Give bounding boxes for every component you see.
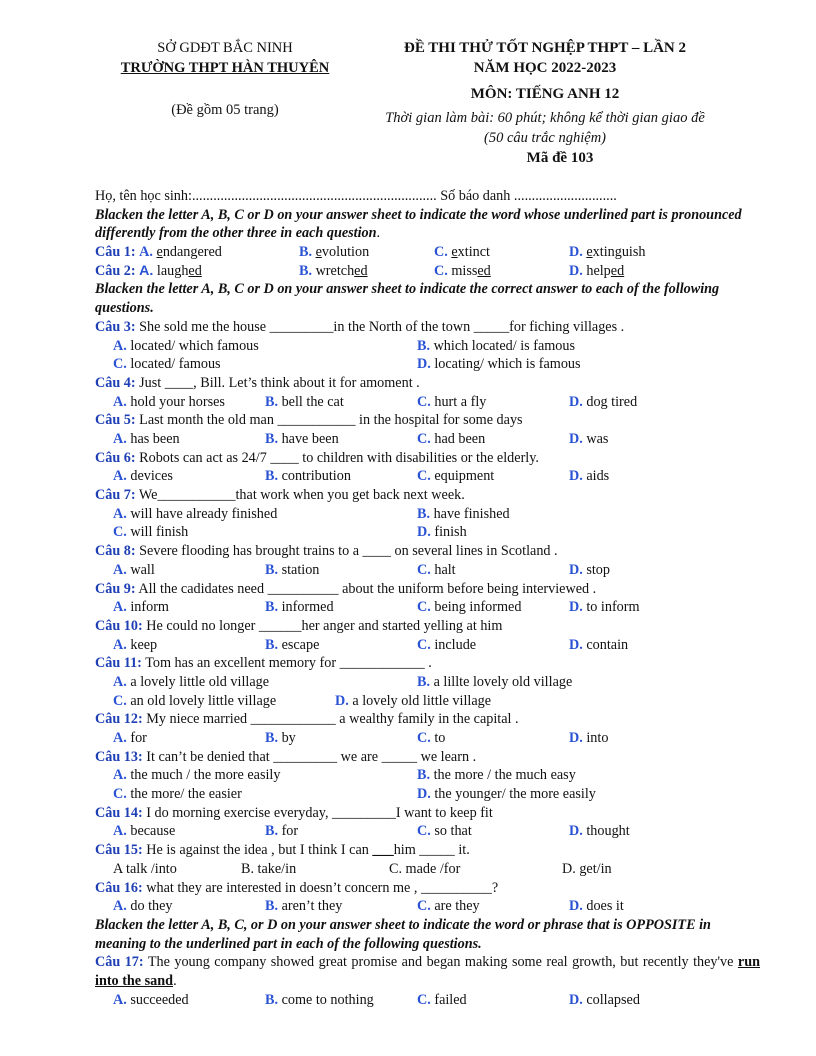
question-3-options-row2	[95, 355, 760, 374]
option-b[interactable]	[265, 822, 298, 841]
question-11	[95, 654, 760, 673]
option-a[interactable]	[113, 337, 259, 356]
underlined-part: e	[315, 244, 322, 261]
option-label[interactable]: B.	[417, 337, 431, 354]
option-text: laugh	[156, 262, 189, 279]
option-a[interactable]	[113, 673, 269, 692]
underlined-part: ed	[477, 262, 491, 279]
option-d[interactable]	[569, 822, 630, 841]
option-text: to	[434, 730, 446, 746]
option-label[interactable]: B.	[265, 561, 279, 578]
option-label[interactable]: B.	[417, 767, 431, 784]
question-number: Câu 17:	[95, 954, 144, 971]
question-14	[95, 804, 760, 823]
question-10	[95, 617, 760, 636]
question-6-options	[95, 467, 760, 486]
header-left	[80, 38, 370, 120]
option-label[interactable]: D.	[569, 393, 583, 410]
question-number: Câu 8:	[95, 543, 136, 560]
question-stem: He could no longer ______her anger and started yelling at him	[142, 617, 503, 634]
question-17	[95, 953, 760, 990]
option-c[interactable]	[113, 523, 188, 542]
option-b[interactable]	[265, 430, 339, 449]
option-c[interactable]	[417, 897, 480, 916]
option-a[interactable]	[113, 430, 180, 449]
question-17-options	[95, 991, 760, 1010]
option-text: include	[434, 636, 477, 653]
student-name-field[interactable]: .....................................................................	[191, 188, 437, 204]
option-label[interactable]: A.	[113, 505, 127, 522]
option-label[interactable]: C.	[417, 561, 431, 578]
option-text: had been	[434, 431, 486, 447]
option-text: devices	[130, 468, 173, 485]
option-text: help	[586, 262, 611, 279]
question-stem: She sold me the house _________in the North of the town _____for fiching villages .	[135, 318, 625, 335]
option-text: escape	[281, 636, 320, 653]
question-number: Câu 6:	[95, 449, 136, 466]
option-c[interactable]	[417, 561, 456, 580]
option-a[interactable]	[113, 897, 173, 916]
option-d[interactable]	[569, 393, 637, 412]
option-text: dog tired	[586, 393, 638, 410]
underlined-part: ed	[188, 262, 202, 279]
option-label[interactable]: A.	[113, 991, 127, 1008]
question-4	[95, 374, 760, 393]
question-16	[95, 879, 760, 898]
option-text: will have already finished	[130, 505, 278, 522]
option-d[interactable]	[569, 467, 609, 486]
option-text: a lovely little old village	[130, 673, 270, 690]
question-number: Câu 14:	[95, 804, 143, 821]
option-text: informed	[281, 599, 334, 616]
option-label[interactable]: B.	[265, 599, 279, 616]
option-a[interactable]	[113, 729, 147, 748]
underlined-part: e	[451, 244, 458, 261]
option-text: the much / the more easily	[130, 767, 281, 784]
question-stem: All the cadidates need __________ about the uniform before being interviewed .	[135, 580, 597, 597]
option-text: which located/ is famous	[433, 337, 576, 354]
question-3	[95, 318, 760, 337]
option-label[interactable]: C.	[417, 991, 431, 1008]
option-c[interactable]	[113, 355, 221, 374]
question-stem: My niece married ____________ a wealthy family in the capital .	[142, 711, 519, 728]
question-stem: It can’t be denied that _________ we are _____ we learn .	[142, 748, 477, 765]
option-text: for	[281, 823, 299, 840]
option-d[interactable]	[417, 355, 581, 374]
option-text: wall	[130, 561, 155, 578]
option-text: by	[281, 730, 296, 746]
option-a[interactable]	[113, 561, 155, 580]
option-a[interactable]	[113, 766, 280, 785]
option-d[interactable]	[417, 785, 596, 804]
school-name: TRƯỜNG THPT HÀN THUYÊN	[120, 60, 330, 76]
option-label[interactable]: D.	[569, 823, 583, 840]
option-text: hurt a fly	[434, 393, 487, 410]
option-text: collapsed	[586, 991, 640, 1008]
underlined-part: e	[156, 244, 163, 261]
option-text: does it	[586, 898, 624, 915]
question-number: Câu 1:	[95, 244, 136, 261]
option-text: xtinct	[457, 244, 490, 261]
option-text: miss	[451, 262, 478, 279]
question-7-options-row1	[95, 505, 760, 524]
department-name: SỞ GDĐT BẮC NINH	[157, 40, 293, 56]
option-b[interactable]	[265, 729, 296, 748]
option-label[interactable]: D.	[335, 692, 349, 709]
option-b[interactable]	[265, 393, 344, 412]
option-text: will finish	[130, 524, 189, 541]
option-label[interactable]: D.	[569, 599, 583, 616]
question-stem: Just ____, Bill. Let’s think about it for amoment .	[135, 374, 420, 391]
option-label[interactable]: A.	[113, 730, 127, 746]
option-text: halt	[434, 561, 456, 578]
option-text: come to nothing	[281, 991, 374, 1008]
page-count: (Đề gồm 05 trang)	[171, 102, 279, 118]
option-text: has been	[130, 431, 180, 447]
option-a[interactable]	[113, 393, 225, 412]
option-d[interactable]	[569, 729, 608, 748]
option-label[interactable]: A.	[113, 636, 127, 653]
question-stem: He is against the idea , but I think I can	[142, 842, 373, 859]
underlined-phrase: run into the sand	[95, 954, 760, 989]
option-d[interactable]	[569, 991, 640, 1010]
question-number: Câu 15:	[95, 842, 143, 859]
option-c[interactable]	[113, 785, 242, 804]
question-16-options	[95, 897, 760, 916]
question-number: Câu 13:	[95, 748, 143, 765]
option-label[interactable]: B.	[299, 244, 313, 261]
underlined-part: ed	[610, 262, 625, 279]
option-c[interactable]	[113, 692, 276, 711]
student-info-line	[95, 187, 760, 206]
question-number: Câu 5:	[95, 412, 136, 429]
option-c[interactable]	[417, 430, 485, 449]
option-b[interactable]	[417, 505, 510, 524]
option-label[interactable]: D.	[569, 898, 583, 915]
option-label[interactable]: C.	[417, 636, 431, 653]
question-9-options	[95, 598, 760, 617]
question-number: Câu 9:	[95, 580, 136, 597]
question-4-options	[95, 393, 760, 412]
instruction-correct-answer: Blacken the letter A, B, C or D on your answer sheet to indicate the correct answer to each of the following questions.	[95, 281, 720, 317]
option-text: into	[586, 730, 609, 746]
option-label[interactable]: D.	[569, 468, 583, 485]
question-5-options	[95, 430, 760, 449]
question-stem-end: .	[173, 972, 177, 989]
option-text: have finished	[433, 505, 510, 522]
option-b[interactable]	[265, 467, 351, 486]
option-label[interactable]: A.	[113, 823, 127, 840]
option-d[interactable]	[569, 561, 610, 580]
instruction-opposite: Blacken the letter A, B, C, or D on your answer sheet to indicate the word or phrase that is OPPOSITE in meaning to the underlined part in each of the following questions.	[95, 916, 711, 952]
question-7-options-row2	[95, 523, 760, 542]
student-id-field[interactable]: .............................	[513, 188, 617, 204]
question-7	[95, 486, 760, 505]
option-b[interactable]	[265, 897, 342, 916]
answer-blank[interactable]: ___	[372, 842, 394, 859]
option-label[interactable]: A.	[113, 898, 127, 915]
option-label[interactable]: A.	[113, 393, 127, 410]
option-text: are they	[434, 898, 480, 915]
question-3-options-row1	[95, 337, 760, 356]
option-text: a lillte lovely old village	[433, 673, 573, 690]
option-a[interactable]	[113, 991, 189, 1010]
question-13-options-row1	[95, 766, 760, 785]
question-stem-end: him _____ it.	[393, 842, 470, 859]
option-label[interactable]: A.	[113, 767, 127, 784]
question-11-options-row1	[95, 673, 760, 692]
option-label[interactable]: A.	[139, 244, 153, 261]
option-d[interactable]	[335, 692, 491, 711]
option-text: xtinguish	[592, 244, 646, 261]
option-d[interactable]: D. get/in	[562, 860, 612, 877]
option-d[interactable]	[417, 523, 467, 542]
option-label[interactable]: B.	[265, 823, 279, 840]
option-text: thought	[586, 823, 630, 840]
question-stem: what they are interested in doesn’t concern me , __________?	[142, 879, 499, 896]
question-number: Câu 10:	[95, 617, 143, 634]
option-label[interactable]: C.	[417, 898, 431, 915]
option-text: finish	[434, 524, 467, 541]
option-label[interactable]: B.	[417, 505, 431, 522]
option-text: located/ which famous	[130, 337, 259, 354]
option-text: hold your horses	[130, 393, 225, 410]
option-c[interactable]: C. made /for	[389, 860, 461, 877]
question-1	[95, 243, 760, 262]
question-13-options-row2	[95, 785, 760, 804]
option-label[interactable]: D.	[569, 431, 583, 447]
question-8-options	[95, 561, 760, 580]
question-9	[95, 580, 760, 599]
option-label[interactable]: B.	[417, 673, 431, 690]
option-label[interactable]: A.	[113, 431, 127, 447]
option-text: bell the cat	[281, 393, 344, 410]
option-text: locating/ which is famous	[434, 356, 581, 373]
option-label[interactable]: C.	[417, 431, 431, 447]
option-text: ndangered	[162, 244, 222, 261]
option-label[interactable]: C.	[417, 468, 431, 485]
question-stem: We___________that work when you get back next week.	[135, 487, 465, 504]
question-stem: Robots can act as 24/7 ____ to children with disabilities or the elderly.	[135, 449, 539, 466]
option-label[interactable]: B.	[299, 262, 313, 279]
option-label[interactable]: B.	[265, 636, 279, 653]
option-a[interactable]	[113, 636, 157, 655]
option-text: have been	[281, 431, 339, 447]
option-label[interactable]: C.	[113, 786, 127, 803]
exam-body	[95, 187, 760, 1009]
option-label[interactable]: D.	[569, 991, 583, 1008]
option-text: failed	[434, 991, 467, 1008]
option-label[interactable]: B.	[265, 393, 279, 410]
time-limit: Thời gian làm bài: 60 phút; không kể thời gian giao đề	[385, 110, 705, 126]
option-label[interactable]: C.	[113, 524, 127, 541]
option-c[interactable]	[417, 636, 476, 655]
instruction-pronunciation-end: .	[376, 225, 381, 242]
option-a[interactable]	[113, 467, 173, 486]
option-label[interactable]: C.	[113, 692, 127, 709]
option-text: aren’t they	[281, 898, 343, 915]
question-number: Câu 2:	[95, 262, 136, 279]
option-text: succeeded	[130, 991, 189, 1008]
option-label[interactable]: A.	[113, 468, 127, 485]
option-c[interactable]	[417, 393, 486, 412]
option-c[interactable]	[417, 467, 494, 486]
option-label[interactable]: D.	[569, 730, 583, 746]
option-text: the younger/ the more easily	[434, 786, 596, 803]
question-count: (50 câu trắc nghiệm)	[483, 130, 606, 146]
option-b[interactable]	[417, 337, 575, 356]
question-stem: The young company showed great promise and began making some real growth, but recently they've	[143, 954, 738, 971]
question-11-options-row2	[95, 692, 760, 711]
header-right	[360, 38, 730, 168]
exam-code: Mã đề 103	[526, 150, 594, 166]
option-d[interactable]	[569, 636, 628, 655]
instruction-pronunciation	[95, 206, 760, 243]
option-d[interactable]	[569, 430, 608, 449]
option-d[interactable]	[569, 598, 640, 617]
option-label[interactable]: A.	[113, 673, 127, 690]
option-text: so that	[434, 823, 472, 840]
question-stem: I do morning exercise everyday, _________I want to keep fit	[142, 804, 493, 821]
option-text: contain	[586, 636, 629, 653]
option-label[interactable]: C.	[434, 244, 448, 261]
student-name-label: Họ, tên học sinh:	[95, 188, 192, 204]
question-number: Câu 3:	[95, 318, 136, 335]
option-b[interactable]	[265, 991, 374, 1010]
option-label[interactable]: C.	[113, 356, 127, 373]
option-text: volution	[321, 244, 370, 261]
option-a[interactable]: A talk /into	[113, 860, 177, 877]
question-number: Câu 12:	[95, 711, 143, 728]
question-12-options	[95, 729, 760, 748]
question-5	[95, 411, 760, 430]
option-text: being informed	[434, 599, 522, 616]
option-text: because	[130, 823, 176, 840]
option-text: station	[281, 561, 320, 578]
option-text: an old lovely little village	[130, 692, 277, 709]
question-13	[95, 748, 760, 767]
option-b[interactable]	[265, 598, 334, 617]
option-text: a lovely old little village	[352, 692, 492, 709]
option-label[interactable]: D.	[569, 561, 583, 578]
student-id-label: Số báo danh	[436, 188, 514, 204]
option-label[interactable]: D.	[569, 262, 583, 279]
subject-title: MÔN: TIẾNG ANH 12	[470, 86, 620, 102]
question-stem: Tom has an excellent memory for ____________ .	[141, 655, 432, 672]
option-c[interactable]	[417, 822, 472, 841]
option-a[interactable]	[113, 822, 175, 841]
option-a[interactable]	[113, 505, 277, 524]
question-8	[95, 542, 760, 561]
option-b[interactable]	[265, 636, 319, 655]
question-number: Câu 11:	[95, 655, 142, 672]
option-label[interactable]: D.	[417, 356, 431, 373]
option-label[interactable]: A.	[139, 262, 154, 279]
option-label[interactable]: B.	[265, 898, 279, 915]
option-text: for	[130, 730, 147, 746]
option-label[interactable]: D.	[417, 524, 431, 541]
option-b[interactable]: B. take/in	[241, 860, 297, 877]
option-text: wretch	[315, 262, 355, 279]
option-label[interactable]: B.	[265, 431, 279, 447]
option-b[interactable]	[265, 561, 319, 580]
question-15	[95, 841, 760, 860]
question-number: Câu 16:	[95, 879, 143, 896]
option-label[interactable]: C.	[417, 393, 431, 410]
question-15-options	[95, 860, 760, 879]
option-c[interactable]	[417, 598, 521, 617]
option-text: to inform	[586, 599, 640, 616]
option-text: the more/ the easier	[130, 786, 242, 803]
option-label[interactable]: C.	[434, 262, 448, 279]
option-a[interactable]	[113, 598, 169, 617]
option-text: the more / the much easy	[433, 767, 576, 784]
option-label[interactable]: B.	[265, 468, 279, 485]
question-stem: Severe flooding has brought trains to a ____ on several lines in Scotland .	[135, 543, 558, 560]
school-year: NĂM HỌC 2022-2023	[473, 60, 617, 76]
option-text: located/ famous	[130, 356, 221, 373]
option-text: was	[586, 431, 609, 447]
question-6	[95, 449, 760, 468]
option-label[interactable]: B.	[265, 730, 279, 746]
option-text: inform	[130, 599, 169, 616]
option-label[interactable]: D.	[569, 636, 583, 653]
option-text: equipment	[434, 468, 495, 485]
option-text: contribution	[281, 468, 351, 485]
question-2	[95, 262, 760, 281]
option-label[interactable]: B.	[265, 991, 279, 1008]
underlined-part: ed	[354, 262, 368, 279]
question-14-options	[95, 822, 760, 841]
option-label[interactable]: D.	[569, 244, 583, 261]
underlined-part: e	[586, 244, 593, 261]
question-number: Câu 7:	[95, 487, 136, 504]
option-b[interactable]	[417, 766, 576, 785]
option-label[interactable]: D.	[417, 786, 431, 803]
question-list	[95, 318, 760, 916]
option-text: do they	[130, 898, 173, 915]
option-label[interactable]: A.	[113, 561, 127, 578]
instruction-pronunciation-text: Blacken the letter A, B, C or D on your answer sheet to indicate the word whose underlined part is pronounced differently from the other three in each question	[95, 206, 742, 242]
option-c[interactable]	[417, 991, 467, 1010]
option-label[interactable]: C.	[417, 599, 431, 616]
option-label[interactable]: A.	[113, 599, 127, 616]
option-label[interactable]: A.	[113, 337, 127, 354]
question-number: Câu 4:	[95, 374, 136, 391]
question-stem: Last month the old man ___________ in the hospital for some days	[135, 412, 523, 429]
exam-title: ĐỀ THI THỬ TỐT NGHỆP THPT – LẦN 2	[403, 40, 687, 56]
option-text: keep	[130, 636, 158, 653]
option-d[interactable]	[569, 897, 624, 916]
question-12	[95, 710, 760, 729]
option-c[interactable]	[417, 729, 445, 748]
option-b[interactable]	[417, 673, 572, 692]
option-text: stop	[586, 561, 610, 578]
option-label[interactable]: C.	[417, 823, 431, 840]
option-label[interactable]: C.	[417, 730, 431, 746]
option-text: aids	[586, 468, 610, 485]
question-10-options	[95, 636, 760, 655]
